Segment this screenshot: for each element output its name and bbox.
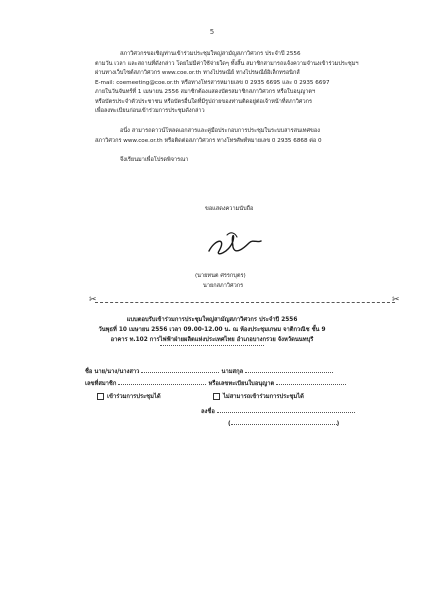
title-underline: [160, 345, 264, 346]
paragraph-line: สภาวิศวกร www.coe.or.th หรือติดต่อสภาวิศวกร ทางโทรศัพท์หมายเลข 0 2935 6868 ต่อ 0: [95, 137, 322, 144]
scissors-icon: ✂: [89, 295, 97, 305]
paragraph-line: อนึ่ง สามารถดาวน์โหลดเอกสารและคู่มือประกอบการประชุมในระบบสารสนเทศของ: [120, 128, 320, 134]
surname-label: นามสกุล: [221, 369, 244, 375]
signature-image: [205, 225, 265, 261]
paragraph-line: หรือบัตรประจำตัวประชาชน หรือบัตรอื่นใดที่มีรูปถ่ายของท่านติดอยู่ต่อเจ้าหน้าที่สภาวิศวกร: [95, 98, 313, 105]
not-attend-checkbox[interactable]: [213, 393, 220, 400]
regards-text: ขอแสดงความนับถือ: [205, 206, 254, 212]
paragraph-line: สภาวิศวกรขอเชิญท่านเข้าร่วมประชุมใหญ่สามัญสภาวิศวกร ประจำปี 2556: [120, 51, 301, 57]
member-row: [85, 378, 346, 388]
sign-paren-close: ): [336, 421, 340, 427]
closing-text: จึงเรียนมาเพื่อโปรดพิจารณา: [120, 157, 189, 163]
sign-row: [201, 406, 355, 416]
form-title-line: แบบตอบรับเข้าร่วมการประชุมใหญ่สามัญสภาวิศวกร ประจำปี 2556: [126, 317, 298, 323]
name-field[interactable]: [141, 366, 219, 373]
paragraph-line: ภายในวันจันทร์ที่ 1 เมษายน 2556 สมาชิกต้องแสดงบัตรสมาชิกสภาวิศวกร หรือใบอนุญาตฯ: [95, 89, 316, 95]
attend-checkbox[interactable]: [97, 393, 104, 400]
paragraph-line: เพื่อลงทะเบียนก่อนเข้าร่วมการประชุมดังกล่าว: [95, 108, 205, 114]
license-label: หรือเลขทะเบียนใบอนุญาต: [208, 381, 275, 387]
sign-field[interactable]: [217, 406, 355, 413]
scissors-icon: ✂: [392, 295, 400, 305]
sign-name-field[interactable]: [231, 418, 337, 425]
not-attend-option[interactable]: [213, 391, 304, 401]
sign-name-row: [228, 418, 339, 427]
license-number-field[interactable]: [276, 378, 346, 385]
signer-name: (นายทนต ศรรกบุตร): [195, 273, 246, 279]
paragraph-line: ตามวัน เวลา และสถานที่ดังกล่าว โดยไม่มีค่าใช้จ่ายใดๆ ทั้งสิ้น สมาชิกสามารถแจ้งความจำนงเข้าร่วมประชุมฯ: [95, 60, 359, 67]
form-title-line: วันพุธที่ 10 เมษายน 2556 เวลา 09.00-12.00 น. ณ ห้องประชุมเกษม จาติกวณิช ชั้น 9: [98, 327, 326, 333]
form-title-line: อาคาร ท.102 การไฟฟ้าฝ่ายผลิตแห่งประเทศไทย อำเภอบางกรวย จังหวัดนนทบุรี: [110, 337, 314, 343]
signer-title: นายกสภาวิศวกร: [203, 283, 244, 289]
attend-option[interactable]: [97, 391, 161, 401]
surname-field[interactable]: [245, 366, 333, 373]
name-label: ชื่อ นาย/นาง/นางสาว: [85, 369, 140, 375]
page-number: 5: [209, 28, 215, 36]
paragraph-line: E-mail: coemeeting@coe.or.th หรือทางโทรสารหมายเลข 0 2935 6695 และ 0 2935 6697: [95, 79, 330, 86]
sign-paren-open: (: [228, 421, 231, 427]
cut-line: [95, 302, 395, 303]
paragraph-line: ผ่านทางเว็บไซต์สภาวิศวกร www.coe.or.th ทางไปรษณีย์ ทางไปรษณีย์อิเล็กทรอนิกส์: [95, 70, 300, 76]
member-label: เลขที่สมาชิก: [85, 381, 117, 387]
not-attend-label: ไม่สามารถเข้าร่วมการประชุมได้: [223, 394, 304, 400]
member-number-field[interactable]: [118, 378, 206, 385]
sign-label: ลงชื่อ: [201, 409, 215, 415]
name-row: [85, 366, 333, 376]
attend-label: เข้าร่วมการประชุมได้: [107, 394, 161, 400]
